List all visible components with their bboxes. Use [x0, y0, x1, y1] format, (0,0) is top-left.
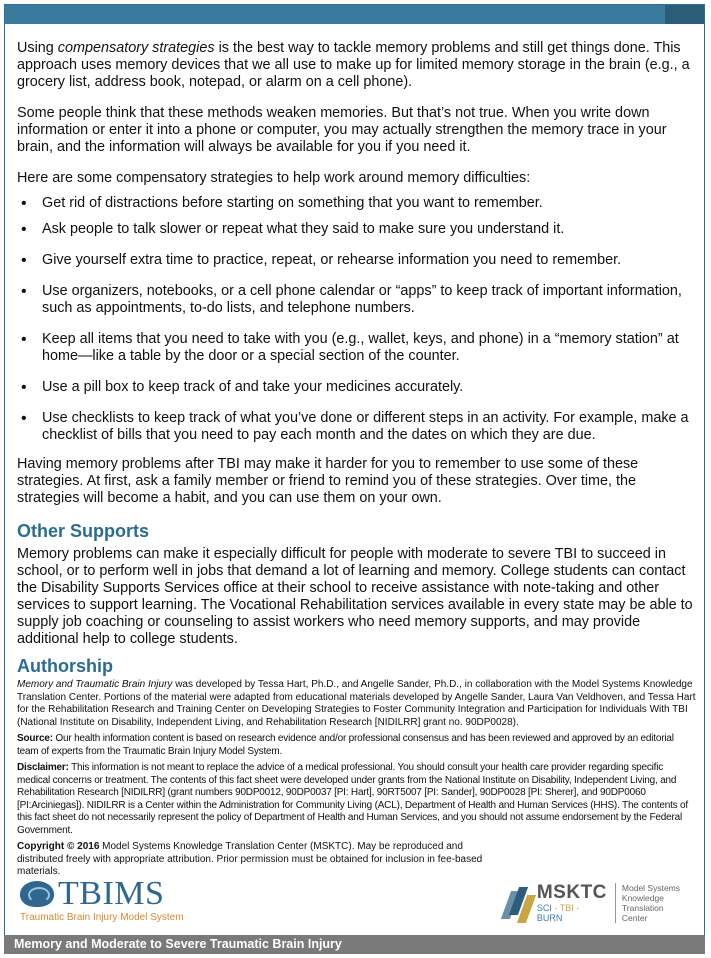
tbims-logo	[20, 877, 184, 923]
list-item: • Ask people to talk slower or repeat what they said to make sure you understand it.	[17, 221, 697, 238]
other-supports-paragraph: Memory problems can make it especially difficult for people with moderate to severe TBI to succeed in school, or to perform well in jobs that demand a lot of learning and memory. College students can contact the Disability Supports Services office at their school to receive assistance with note-taking and other services to support learning. The Vocational Rehabilitation services available in every state may be able to supply job coaching or counseling to assist workers who need memory supports, and may provide additional help to college students.	[17, 546, 693, 647]
copyright-paragraph	[17, 841, 487, 879]
intro-text-cont: is the best way to tackle memory problems and still get things done. This approach uses memory devices that we all use to make up for limited memory storage in the brain (e.g., a grocery list, address book, notepad, or alarm on a cell phone).	[17, 40, 690, 90]
authorship-paragraph	[17, 679, 697, 729]
list-item: • Use a pill box to keep track of and take your medicines accurately.	[17, 379, 697, 396]
list-item: • Get rid of distractions before starting on something that you want to remember.	[17, 195, 697, 212]
intro-emphasis: compensatory strategies	[57, 40, 215, 56]
authorship-heading: Authorship	[17, 656, 113, 676]
msktc-line: Model Systems	[621, 883, 681, 893]
authorship-text: was developed by Tessa Hart, Ph.D., and Angelle Sander, Ph.D., in collaboration with the Model Systems Knowledge Translation Center. Portions of the material were adapted from educational materials developed by Angelle Sander, Laura Van Veldhoven, and Tessa Hart for the Rehabilitation Research and Training Center on Developing Strategies to Foster Community Integration and Participation for Individuals With TBI (National Institute on Disability, Independent Living, and Rehabilitation Research [NIDILRR] grant no. 90DP0028).	[17, 679, 696, 728]
source-label: Source:	[17, 733, 53, 744]
disclaimer-paragraph	[17, 762, 697, 837]
intro-paragraph-2: Some people think that these methods weaken memories. But that’s not true. When you write down information or enter it into a phone or computer, you may actually strengthen the memory trace in your brain, and the information will always be available for you if you need it.	[17, 105, 667, 155]
list-item: • Use checklists to keep track of what you’ve done or different steps in an activity. For example, make a checklist of bills that you need to pay each month and the dates on which they are due.	[17, 410, 697, 444]
logo-row	[4, 875, 705, 933]
disclaimer-label: Disclaimer:	[17, 762, 69, 773]
msktc-line: Knowledge Translation	[621, 893, 664, 913]
intro-text: Using	[17, 40, 58, 56]
intro-paragraph-1	[17, 40, 697, 91]
brain-icon	[20, 881, 54, 907]
msktc-sci: SCI	[536, 903, 552, 913]
msktc-sep: ·	[551, 903, 560, 913]
msktc-tagline	[537, 903, 607, 923]
msktc-tbi: TBI	[559, 903, 574, 913]
list-item: • Give yourself extra time to practice, repeat, or rehearse information you need to remember.	[17, 252, 697, 269]
source-paragraph	[17, 733, 697, 758]
closing-paragraph: Having memory problems after TBI may make it harder for you to remember to use some of these strategies. At first, ask a family member or friend to remind you of these strategies. Over time, the strategies will become a habit, and you can use them on your own.	[17, 456, 639, 506]
list-item: • Use organizers, notebooks, or a cell phone calendar or “apps” to keep track of important information, such as appointments, to-do lists, and telephone numbers.	[17, 283, 697, 317]
copyright-text: Model Systems Knowledge Translation Center (MSKTC). May be reproduced and distributed freely with appropriate attribution. Prior permission must be obtained for inclusion in fee-based materials.	[17, 841, 483, 877]
copyright-label: Copyright © 2016	[17, 841, 100, 852]
msktc-burn: BURN	[536, 913, 563, 923]
msktc-wordmark: MSKTC	[536, 882, 607, 903]
authorship-title: Memory and Traumatic Brain Injury	[17, 679, 173, 690]
msktc-logo	[500, 883, 705, 923]
footer-title: Memory and Moderate to Severe Traumatic Brain Injury	[4, 935, 705, 954]
tbims-subtitle: Traumatic Brain Injury Model System	[20, 912, 184, 923]
msktc-line: Center	[621, 913, 648, 923]
other-supports-heading: Other Supports	[17, 521, 150, 541]
intro-paragraph-3: Here are some compensatory strategies to help work around memory difficulties:	[17, 170, 531, 186]
source-text: Our health information content is based on research evidence and/or professional consensus and has been reviewed and approved by an editorial team of experts from the Traumatic Brain Injury Model System.	[17, 733, 674, 757]
msktc-side-text	[615, 883, 705, 923]
msktc-sep: ·	[573, 903, 580, 913]
msktc-mark-icon	[500, 885, 533, 921]
main-content	[17, 40, 697, 883]
list-item: • Keep all items that you need to take with you (e.g., wallet, keys, and phone) in a “memory station” at home—like a table by the door or a special section of the counter.	[17, 331, 697, 365]
strategy-list	[17, 195, 697, 444]
disclaimer-text: This information is not meant to replace the advice of a medical professional. You should consult your health care provider regarding specific medical concerns or treatment. The contents of this fact sheet were developed under grants from the National Institute on Disability, Independent Living, and Rehabilitation Research [NIDILRR] (grant numbers 90DP0012, 90DP0037 [PI: Hart], 90RT5007 [PI: Sander], 90DP0028 [PI: Sherer], and 90DP0060 [PI:Arciniegas]). NIDILRR is a Center within the Administration for Community Living (ACL), Department of Health and Human Services (HHS). The contents of this fact sheet do not necessarily represent the policy of Department of Health and Human Services, and you should not assume endorsement by the Federal Government.	[17, 762, 688, 836]
msktc-wordmark-block	[537, 883, 607, 923]
authorship-block	[17, 679, 697, 879]
tbims-wordmark: TBIMS	[58, 875, 165, 912]
